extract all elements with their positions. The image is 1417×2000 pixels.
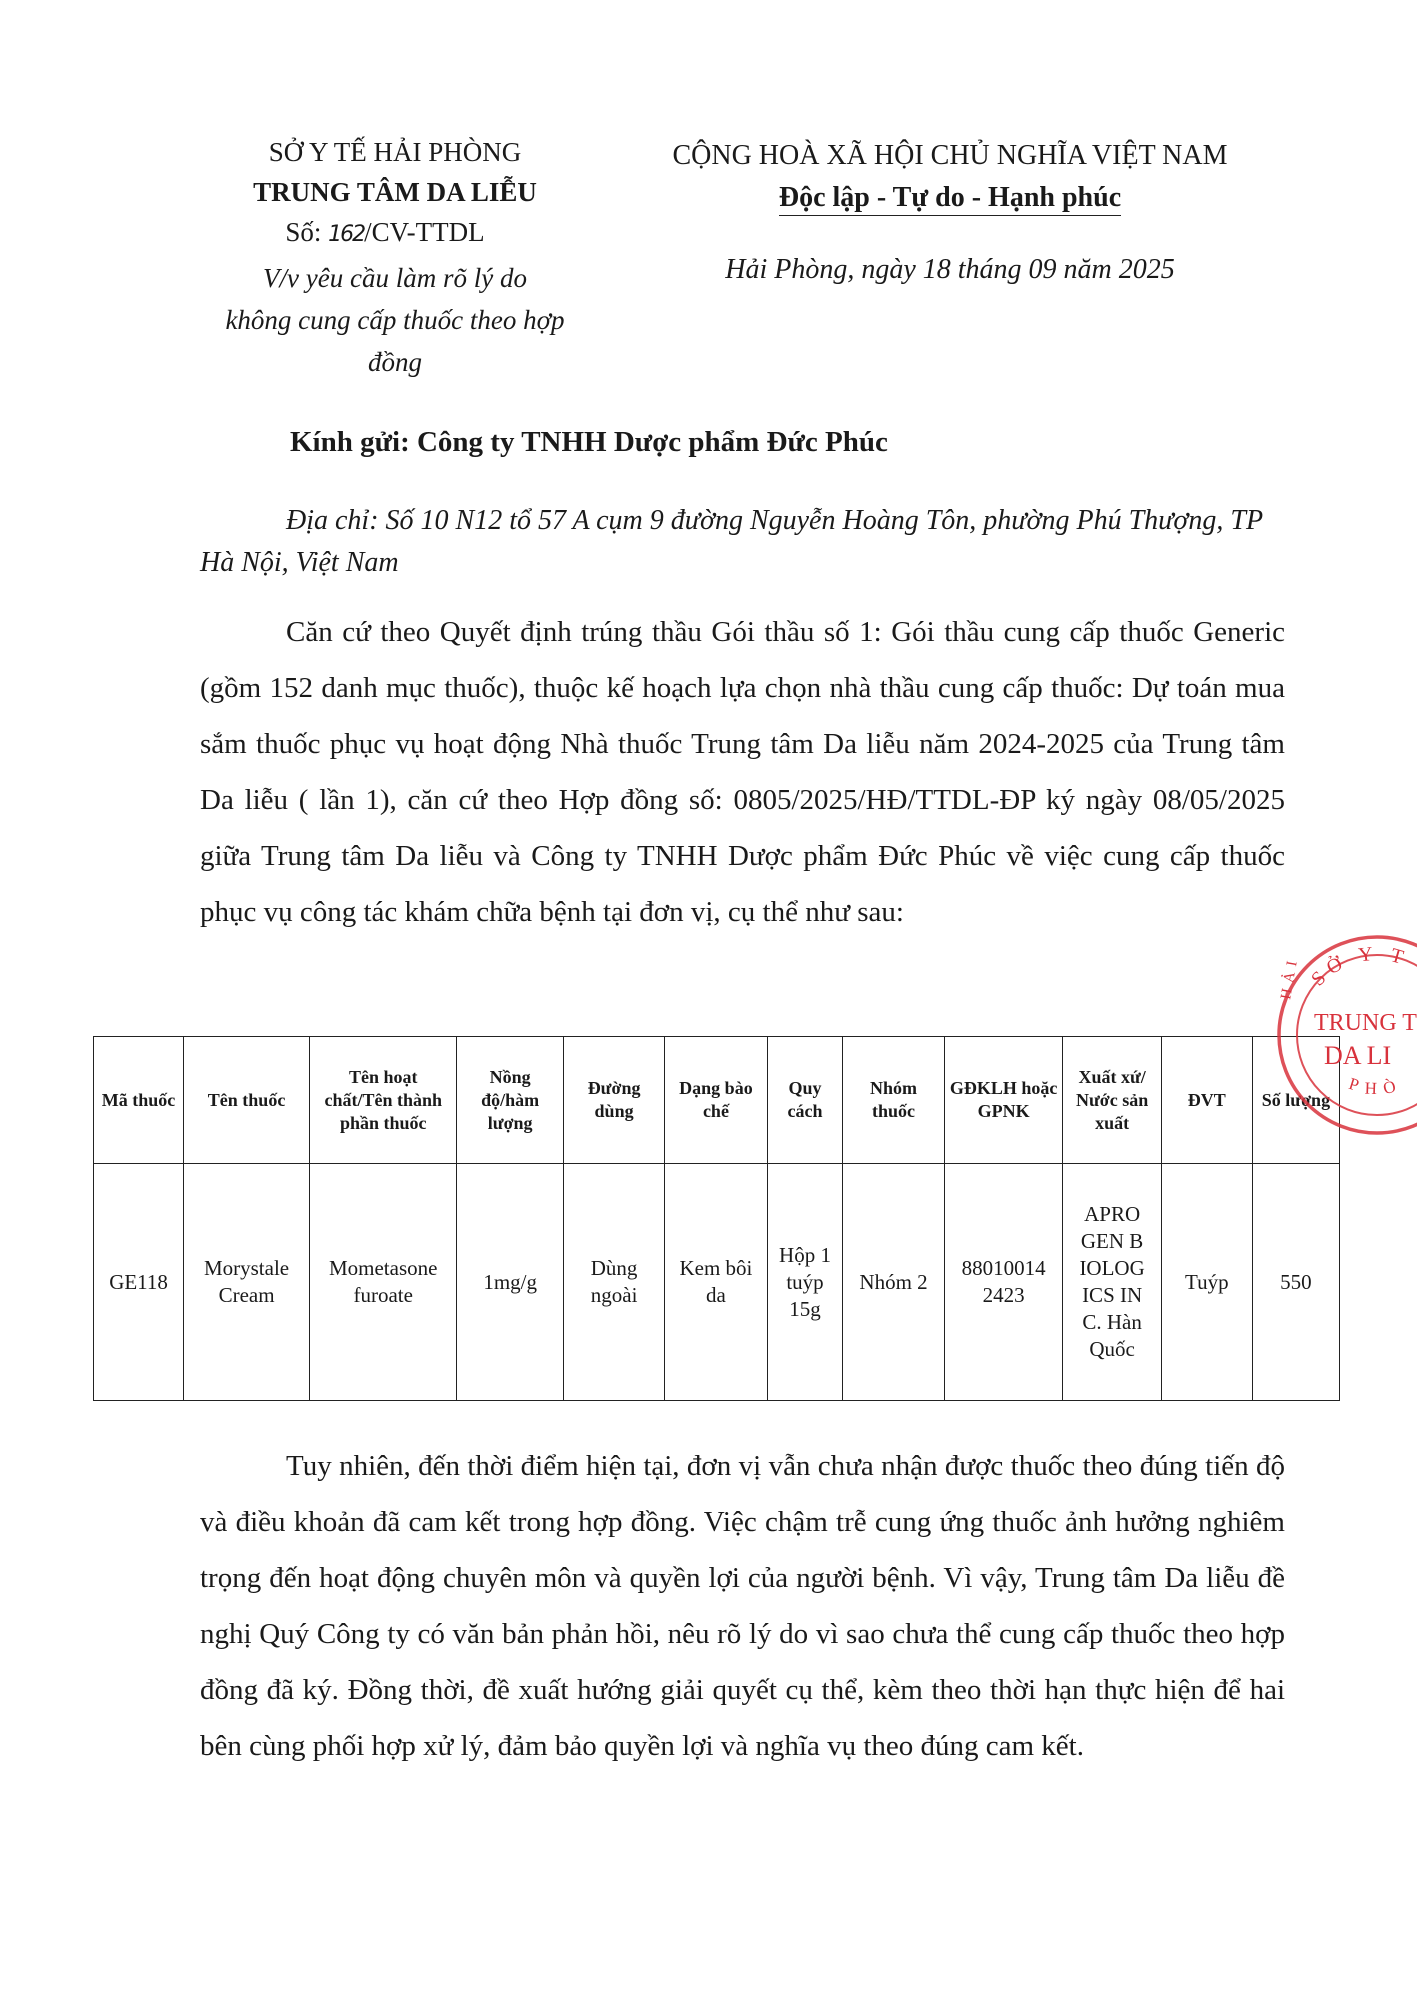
body-paragraph: Tuy nhiên, đến thời điểm hiện tại, đơn vị vẫn chưa nhận được thuốc theo đúng tiến độ và điều khoản đã cam kết trong hợp đồng. Việc chậm trễ cung ứng thuốc ảnh hưởng nghiêm trọng đến hoạt động chuyên môn và quyền lợi của người bệnh. Vì vậy, Trung tâm Da liễu đề nghị Quý Công ty có văn bản phản hồi, nêu rõ lý do vì sao chưa thể cung cấp thuốc theo hợp đồng đã ký. Đồng thời, đề xuất hướng giải quyết cụ thể, kèm theo thời hạn thực hiện để hai bên cùng phối hợp xử lý, đảm bảo quyền lợi và nghĩa vụ theo đúng cam kết. <box>200 1450 1285 1762</box>
col-header-nhom-thuoc: Nhóm thuốc <box>843 1037 944 1164</box>
cell-quy-cach: Hộp 1 tuýp 15g <box>767 1164 843 1401</box>
cell-so-luong: 550 <box>1252 1164 1339 1401</box>
issuer-organization: TRUNG TÂM DA LIỄU <box>253 177 537 207</box>
subject-line: V/v yêu cầu làm rõ lý do <box>263 263 527 293</box>
national-header <box>640 135 1260 291</box>
col-header-duong-dung: Đường dùng <box>563 1037 664 1164</box>
seal-line-1: TRUNG T <box>1314 1010 1417 1036</box>
col-header-xuat-xu: Xuất xứ/ Nước sản xuất <box>1063 1037 1161 1164</box>
document-subject <box>200 257 590 383</box>
cell-dvt: Tuýp <box>1161 1164 1252 1401</box>
drug-table <box>93 1036 1340 1401</box>
document-number <box>180 212 590 255</box>
col-header-dang-bao-che: Dạng bào chế <box>665 1037 767 1164</box>
cell-xuat-xu: APROGEN BIOLOGICS INC. Hàn Quốc <box>1063 1164 1161 1401</box>
col-header-hoat-chat: Tên hoạt chất/Tên thành phần thuốc <box>310 1037 457 1164</box>
body-paragraph: Căn cứ theo Quyết định trúng thầu Gói thầu số 1: Gói thầu cung cấp thuốc Generic (gồm 152 danh mục thuốc), thuộc kế hoạch lựa chọn nhà thầu cung cấp thuốc: Dự toán mua sắm thuốc phục vụ hoạt động Nhà thuốc Trung tâm Da liễu năm 2024-2025 của Trung tâm Da liễu ( lần 1), căn cứ theo Hợp đồng số: 0805/2025/HĐ/TTDL-ĐP ký ngày 08/05/2025 giữa Trung tâm Da liễu và Công ty TNHH Dược phẩm Đức Phúc về việc cung cấp thuốc phục vụ công tác khám chữa bệnh tại đơn vị, cụ thể như sau: <box>200 616 1285 928</box>
col-header-dvt: ĐVT <box>1161 1037 1252 1164</box>
subject-line: đồng <box>368 347 422 377</box>
issuer-department: SỞ Y TẾ HẢI PHÒNG <box>268 137 522 167</box>
table-row <box>94 1164 1340 1401</box>
cell-nhom-thuoc: Nhóm 2 <box>843 1164 944 1401</box>
place-date: Hải Phòng, ngày 18 tháng 09 năm 2025 <box>725 254 1175 285</box>
seal-line-2: DA LI <box>1324 1041 1392 1070</box>
subject-line: không cung cấp thuốc theo hợp <box>225 305 565 335</box>
issuer-block <box>200 132 590 383</box>
seal-bottom-text: PHÒ <box>1346 1073 1406 1099</box>
col-header-nong-do: Nồng độ/hàm lượng <box>457 1037 563 1164</box>
table-header-row <box>94 1037 1340 1164</box>
col-header-so-luong: Số lượng <box>1252 1037 1339 1164</box>
recipient-address: Địa chỉ: Số 10 N12 tổ 57 A cụm 9 đường Nguyễn Hoàng Tôn, phường Phú Thượng, TP Hà Nội, Việt Nam <box>200 505 1263 578</box>
document-number-handwritten: 162 <box>328 222 365 247</box>
cell-nong-do: 1mg/g <box>457 1164 563 1401</box>
cell-dang-bao-che: Kem bôi da <box>665 1164 767 1401</box>
nation-title: CỘNG HOÀ XÃ HỘI CHỦ NGHĨA VIỆT NAM <box>672 140 1228 171</box>
col-header-ma-thuoc: Mã thuốc <box>94 1037 184 1164</box>
seal-arc-text: SỞ Y T <box>1307 942 1412 991</box>
recipient: Kính gửi: Công ty TNHH Dược phẩm Đức Phúc <box>290 426 888 458</box>
document-number-suffix: /CV-TTDL <box>364 217 485 247</box>
col-header-gdklh: GĐKLH hoặc GPNK <box>944 1037 1063 1164</box>
national-motto: Độc lập - Tự do - Hạnh phúc <box>779 181 1121 216</box>
cell-ma-thuoc: GE118 <box>94 1164 184 1401</box>
cell-gdklh: 880100142423 <box>944 1164 1063 1401</box>
col-header-ten-thuoc: Tên thuốc <box>184 1037 310 1164</box>
cell-duong-dung: Dùng ngoài <box>563 1164 664 1401</box>
seal-side-text: HẢI <box>1278 953 1302 1001</box>
cell-ten-thuoc: Morystale Cream <box>184 1164 310 1401</box>
cell-hoat-chat: Mometasone furoate <box>310 1164 457 1401</box>
document-number-prefix: Số: <box>285 217 329 247</box>
official-seal <box>1272 930 1417 1140</box>
col-header-quy-cach: Quy cách <box>767 1037 843 1164</box>
